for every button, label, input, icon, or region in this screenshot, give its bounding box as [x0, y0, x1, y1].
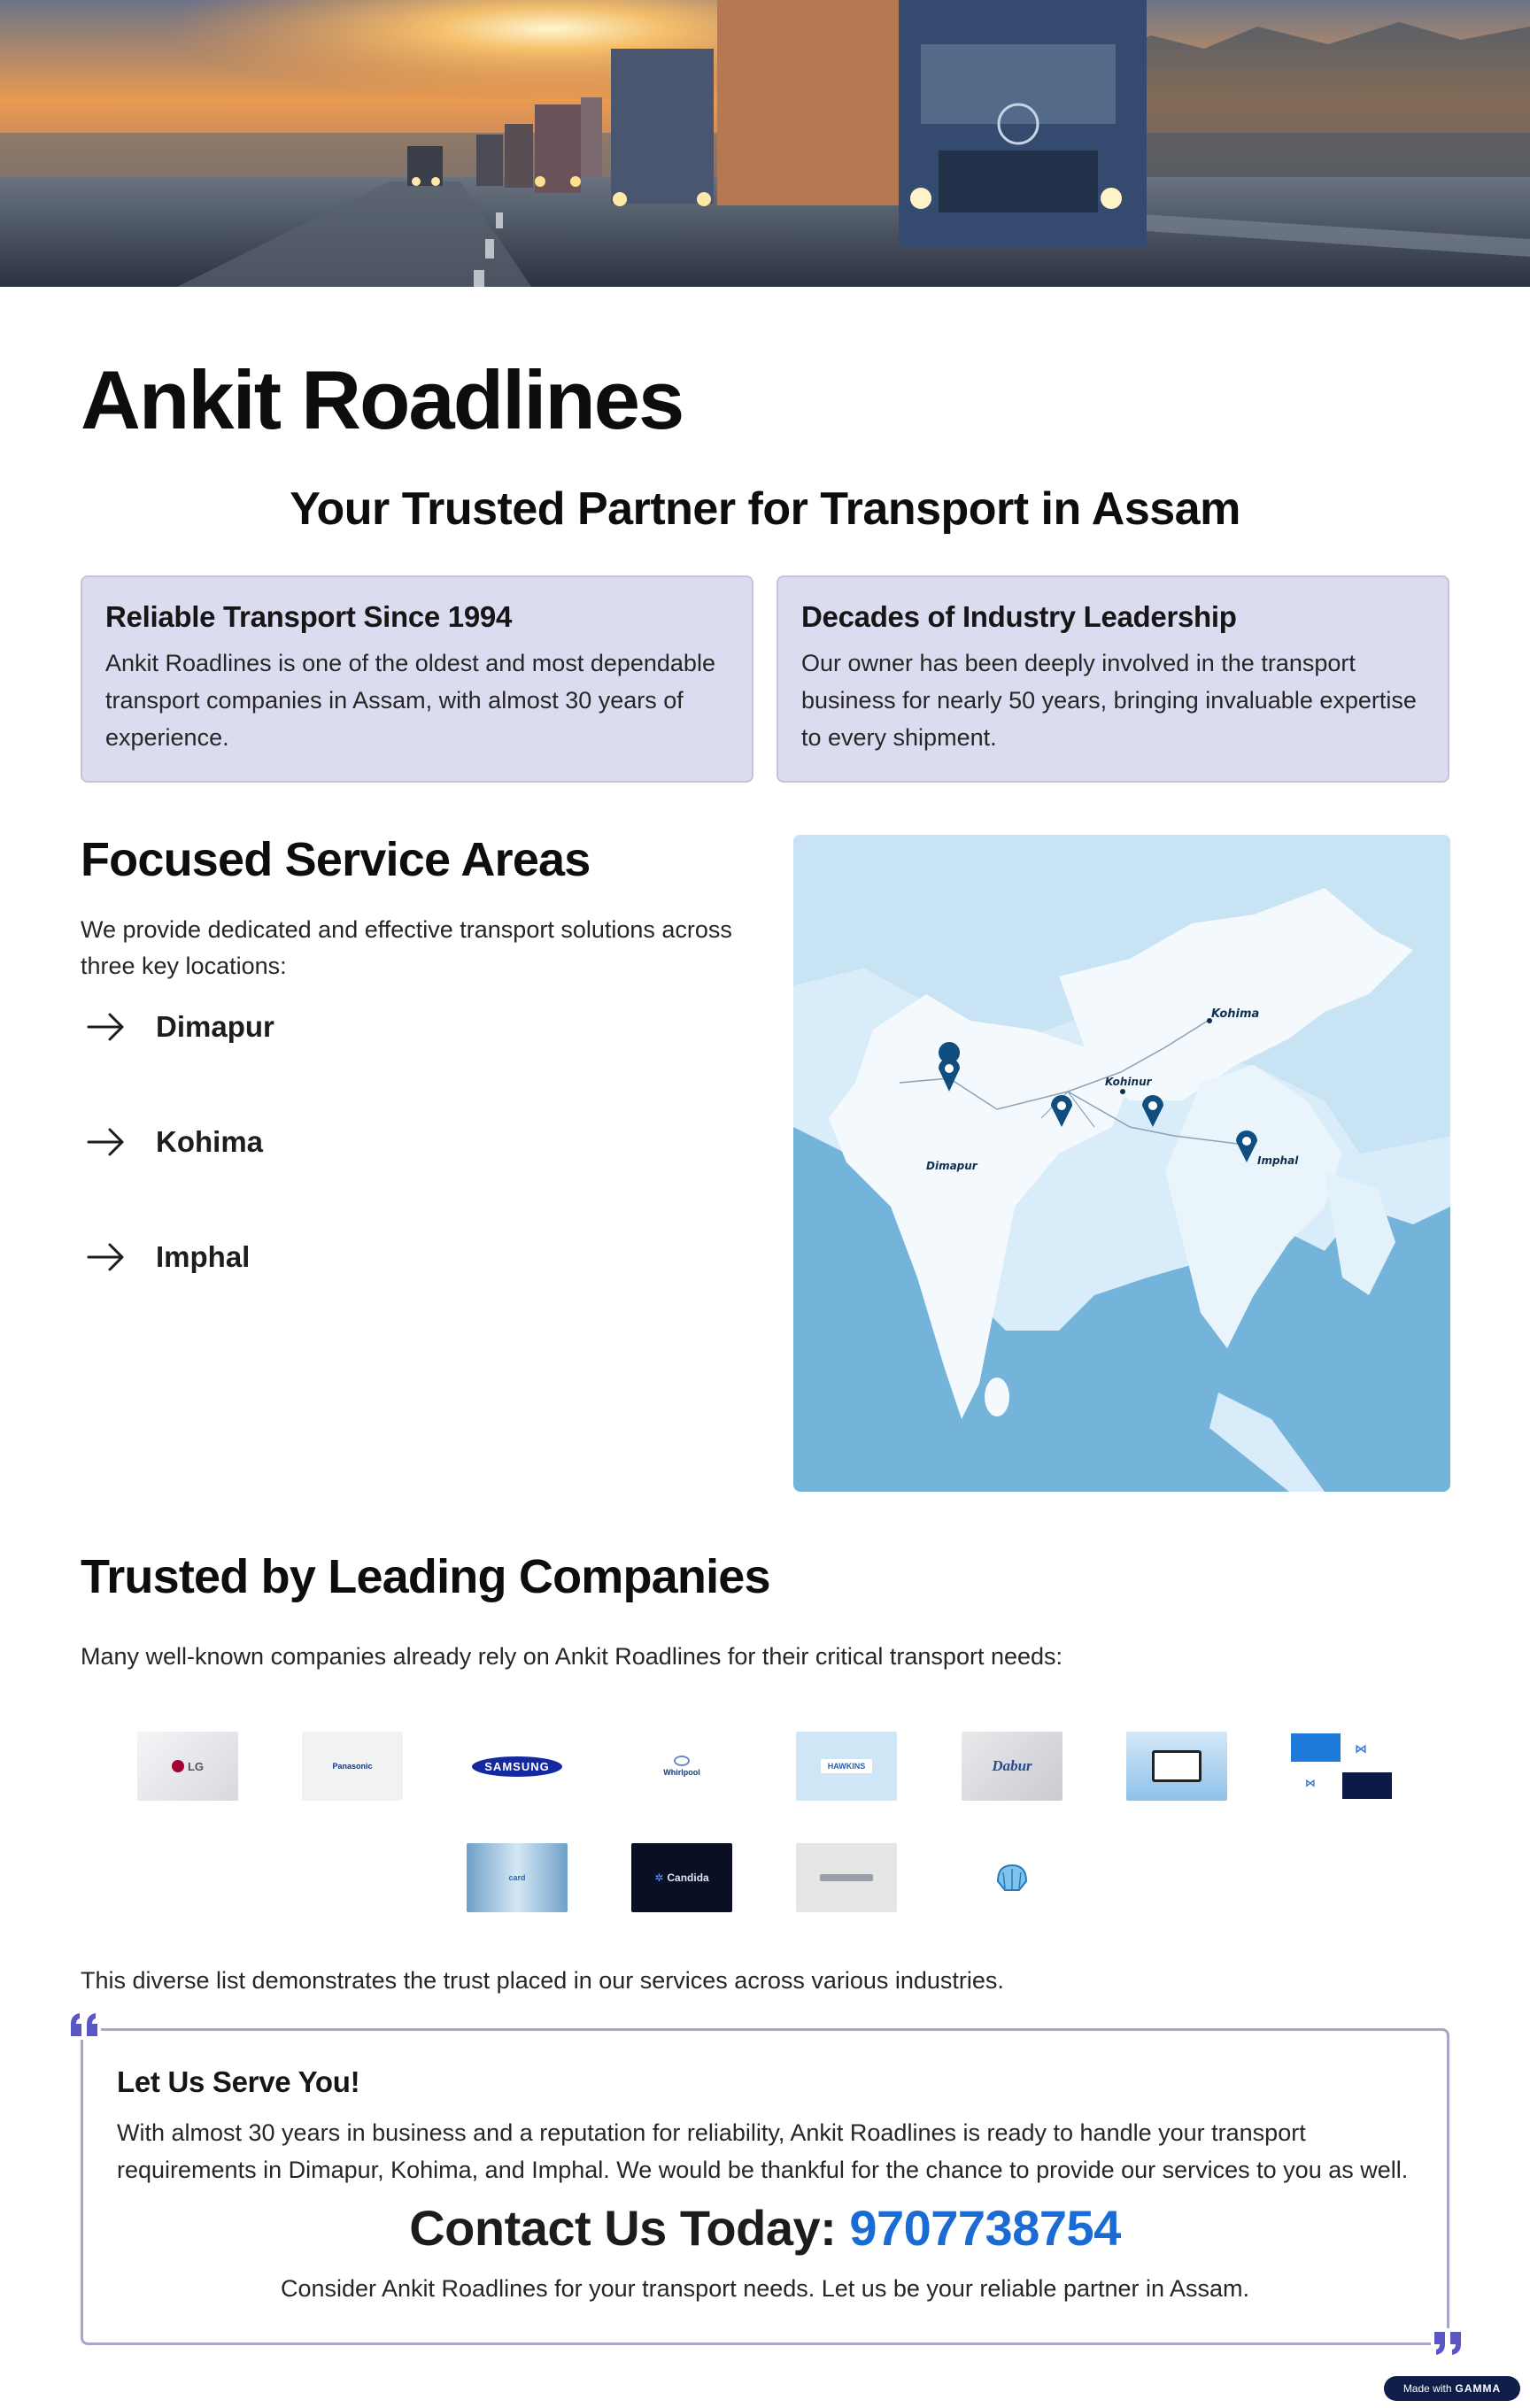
service-area-label: Kohima — [156, 1125, 264, 1158]
card-industry-leadership — [777, 575, 1449, 783]
logo-label: SAMSUNG — [472, 1756, 561, 1777]
whirlpool-swirl-icon — [674, 1756, 690, 1766]
logo-card — [467, 1843, 568, 1912]
service-area-label: Dimapur — [156, 1010, 274, 1043]
logo-shell — [962, 1843, 1062, 1912]
cta-footer: Consider Ankit Roadlines for your transport needs. Let us be your reliable partner in Assam. — [280, 2275, 1250, 2302]
logo-label: Candida — [667, 1872, 709, 1884]
arrow-right-icon — [85, 1124, 128, 1160]
made-with-gamma-badge[interactable] — [1384, 2376, 1520, 2401]
tiles-graphic — [1291, 1732, 1392, 1801]
cta-body: With almost 30 years in business and a reputation for reliability, Ankit Roadlines is ready to handle your transport requirements in Dimapur, Kohima, and Imphal. We would be thankful for the chance to provide our services to you as well. — [117, 2119, 1409, 2183]
trusted-closing: This diverse list demonstrates the trust placed in our services across various industries. — [81, 1967, 1004, 1994]
service-map — [793, 835, 1450, 1492]
logo-candida — [631, 1843, 732, 1912]
service-areas-title: Focused Service Areas — [81, 833, 591, 886]
page-title: Ankit Roadlines — [81, 353, 684, 446]
hero-image — [0, 0, 1530, 287]
card-title: Reliable Transport Since 1994 — [105, 600, 513, 633]
service-area-label: Imphal — [156, 1240, 251, 1273]
svg-text:⋈: ⋈ — [1305, 1777, 1316, 1789]
grey-wordmark — [820, 1874, 873, 1881]
shell-icon — [994, 1862, 1030, 1894]
logo-grey — [796, 1843, 897, 1912]
contact-label: Contact Us Today: — [409, 2200, 850, 2256]
logo-samsung — [467, 1732, 568, 1801]
arrow-right-icon — [85, 1239, 128, 1275]
trusted-title: Trusted by Leading Companies — [81, 1550, 770, 1603]
service-area-imphal — [85, 1239, 250, 1275]
logo-label: card — [508, 1873, 526, 1882]
logo-laptop — [1126, 1732, 1227, 1801]
badge-brand: GAMMA — [1455, 2382, 1502, 2395]
laptop-icon — [1152, 1750, 1202, 1782]
map-label-kohima: Kohima — [1211, 1007, 1260, 1021]
cta-title: Let Us Serve You! — [117, 2065, 360, 2098]
service-area-dimapur — [85, 1009, 274, 1045]
page-subtitle: Your Trusted Partner for Transport in Assam — [290, 483, 1240, 535]
logo-label: Dabur — [992, 1757, 1032, 1774]
service-area-kohima — [85, 1124, 263, 1160]
card-title: Decades of Industry Leadership — [801, 600, 1237, 633]
logo-label: Panasonic — [332, 1762, 373, 1771]
logo-dabur — [962, 1732, 1062, 1801]
trucks-highway-illustration — [0, 0, 1530, 287]
trusted-description: Many well-known companies already rely on Ankit Roadlines for their critical transport needs: — [81, 1643, 1063, 1670]
logo-label: LG — [187, 1759, 205, 1773]
map-illustration — [793, 835, 1450, 1492]
map-label-kohinur: Kohinur — [1105, 1076, 1152, 1088]
candida-flower-icon: ✲ — [654, 1872, 664, 1884]
quote-open-icon — [67, 2010, 101, 2040]
card-body: Ankit Roadlines is one of the oldest and most dependable transport companies in Assam, with almost 30 years of experience. — [105, 650, 715, 751]
map-label-imphal: Imphal — [1257, 1154, 1299, 1167]
logo-blue-tiles — [1291, 1732, 1392, 1801]
contact-line — [0, 2199, 1530, 2257]
logo-label: Whirlpool — [663, 1768, 700, 1777]
logo-panasonic — [302, 1732, 403, 1801]
contact-phone-link[interactable]: 9707738754 — [849, 2200, 1121, 2256]
logo-label: HAWKINS — [821, 1759, 873, 1773]
logo-lg — [137, 1732, 238, 1801]
logo-whirlpool — [631, 1732, 732, 1801]
lg-circle-icon — [172, 1760, 184, 1772]
badge-prefix: Made with — [1402, 2382, 1452, 2395]
arrow-right-icon — [85, 1009, 128, 1045]
svg-text:⋈: ⋈ — [1355, 1742, 1367, 1756]
logo-hawkins — [796, 1732, 897, 1801]
service-areas-description: We provide dedicated and effective transport solutions across three key locations: — [81, 916, 732, 979]
quote-close-icon — [1431, 2328, 1464, 2358]
card-reliable-transport — [81, 575, 753, 783]
map-label-dimapur: Dimapur — [926, 1160, 978, 1172]
card-body: Our owner has been deeply involved in the transport business for nearly 50 years, bringing invaluable expertise to every shipment. — [801, 650, 1417, 751]
